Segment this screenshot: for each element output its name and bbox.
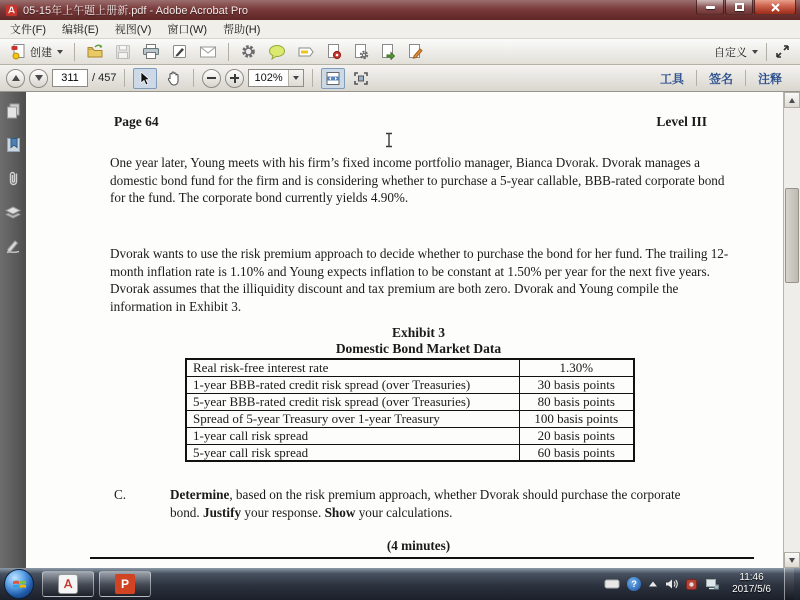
- tag-note-icon: [297, 44, 315, 60]
- page-pen-icon: [407, 43, 423, 60]
- hand-icon: [166, 70, 181, 86]
- pdf-page: [26, 92, 783, 568]
- tray-network-icon[interactable]: [705, 578, 719, 590]
- tray-app-icon[interactable]: [604, 579, 620, 589]
- pdf-standards-button[interactable]: [322, 40, 346, 63]
- arrow-down-icon: [789, 558, 795, 563]
- bookmarks-icon[interactable]: [5, 136, 22, 153]
- folder-open-icon: [86, 43, 104, 60]
- select-tool-button[interactable]: [133, 68, 157, 89]
- table-row: Spread of 5-year Treasury over 1-year Treasury 100 basis points: [186, 410, 634, 427]
- chevron-down-icon: [752, 50, 758, 54]
- create-pdf-label: 创建: [30, 46, 52, 59]
- minimize-button[interactable]: [696, 0, 724, 15]
- question-letter: C.: [114, 487, 127, 502]
- open-file-button[interactable]: [82, 40, 108, 63]
- save-icon: [115, 44, 131, 60]
- fit-page-button[interactable]: [349, 68, 373, 89]
- diagonal-arrows-icon: [775, 44, 790, 59]
- gear-icon: [240, 43, 257, 60]
- start-button[interactable]: [4, 569, 34, 599]
- page-thumbnails-icon[interactable]: [5, 102, 22, 119]
- clock-date: 2017/5/6: [732, 584, 771, 595]
- sign-document-button[interactable]: [167, 40, 192, 63]
- resize-toolbar-button[interactable]: [771, 41, 794, 62]
- window-titlebar: [0, 0, 800, 20]
- maximize-button[interactable]: [725, 0, 753, 15]
- comment-panel-button[interactable]: 注释: [757, 71, 782, 86]
- page-header-left: Page 64: [114, 114, 159, 129]
- powerpoint-taskbar-icon: P: [115, 574, 135, 594]
- fit-width-button[interactable]: [321, 68, 345, 89]
- tools-panel-button[interactable]: 工具: [659, 71, 684, 86]
- menu-edit[interactable]: 编辑(E): [62, 24, 99, 36]
- plus-icon: [230, 74, 239, 83]
- text-cursor-icon: [384, 132, 394, 148]
- table-row: 1-year call risk spread 20 basis points: [186, 427, 634, 444]
- close-button[interactable]: [754, 0, 796, 15]
- annotate-button[interactable]: [293, 41, 319, 63]
- print-button[interactable]: [138, 40, 164, 63]
- table-row: 5-year BBB-rated credit risk spread (over Treasuries) 80 basis points: [186, 393, 634, 410]
- fit-width-icon: [325, 71, 341, 86]
- vertical-scrollbar[interactable]: [783, 92, 800, 568]
- zoom-in-button[interactable]: [225, 69, 244, 88]
- chevron-down-icon: [293, 76, 299, 80]
- windows-logo-icon: [12, 577, 27, 592]
- next-page-button[interactable]: [29, 69, 48, 88]
- show-desktop-button[interactable]: [784, 568, 794, 600]
- save-button[interactable]: [111, 41, 135, 63]
- tray-volume-icon[interactable]: [665, 578, 678, 590]
- document-processing-button[interactable]: [349, 40, 373, 63]
- settings-button[interactable]: [236, 40, 261, 63]
- signatures-icon[interactable]: [5, 238, 22, 255]
- arrow-up-icon: [789, 98, 795, 103]
- main-toolbar: [0, 39, 800, 65]
- menu-window[interactable]: 窗口(W): [167, 24, 208, 36]
- tray-help-icon[interactable]: ?: [627, 577, 641, 591]
- minus-icon: [207, 77, 216, 79]
- page-navigation-toolbar: [0, 65, 800, 92]
- paragraph-2: Dvorak wants to use the risk premium approach to decide whether to purchase the bond for her fund. The trailing 12-month inflation rate is 1.10% and Young expects inflation to be constant at 1.50% per year for the next five years. Dvorak assumes that the illiquidity discount and tax premium are both zero. Dvorak and Young compile the information in Exhibit 3.: [110, 246, 729, 314]
- question-c: [114, 486, 714, 521]
- chevron-down-icon: [57, 50, 63, 54]
- email-button[interactable]: [195, 42, 221, 62]
- comment-button[interactable]: [264, 41, 290, 63]
- hand-tool-button[interactable]: [161, 68, 185, 89]
- acrobat-taskbar-icon: [58, 574, 78, 594]
- zoom-level-value: 102%: [254, 72, 283, 84]
- zoom-level-control[interactable]: [248, 69, 303, 87]
- sign-panel-button[interactable]: 签名: [708, 71, 733, 86]
- table-row: Real risk-free interest rate 1.30%: [186, 359, 634, 376]
- previous-page-button[interactable]: [6, 69, 25, 88]
- customize-label: 自定义: [714, 46, 747, 59]
- taskbar-button-acrobat[interactable]: [42, 571, 94, 597]
- envelope-icon: [199, 45, 217, 59]
- tray-hidden-icons-button[interactable]: [648, 580, 658, 588]
- menu-help[interactable]: 帮助(H): [223, 24, 261, 36]
- cursor-arrow-icon: [139, 71, 151, 86]
- arrow-down-icon: [35, 75, 43, 81]
- scroll-down-button[interactable]: [784, 552, 800, 568]
- menu-bar: [0, 20, 800, 39]
- system-tray: [604, 568, 800, 600]
- exhibit-title: Exhibit 3: [392, 325, 445, 340]
- customize-button[interactable]: [710, 41, 762, 63]
- page-gear-icon: [353, 43, 369, 60]
- fit-page-icon: [353, 71, 369, 86]
- taskbar-clock[interactable]: [726, 572, 777, 596]
- page-number-input[interactable]: [52, 69, 88, 87]
- windows-taskbar: [0, 568, 800, 600]
- export-button[interactable]: [376, 40, 400, 63]
- table-row: 5-year call risk spread 60 basis points: [186, 444, 634, 461]
- scrollbar-track[interactable]: [784, 108, 800, 552]
- layers-icon[interactable]: [5, 204, 22, 221]
- menu-view[interactable]: 视图(V): [114, 24, 152, 36]
- zoom-out-button[interactable]: [202, 69, 221, 88]
- document-workspace: [0, 92, 800, 568]
- pen-document-icon: [171, 43, 188, 60]
- paragraph-1: One year later, Young meets with his firm’s fixed income portfolio manager, Bianca Dvorak. Dvorak manages a domestic bond fund for the firm and is considering whether to purchase a 5-year callable, BBB-rated corporate bond for the fund. The corporate bond currently yields 4.90%.: [110, 155, 725, 205]
- document-canvas[interactable]: [26, 92, 783, 568]
- page-header-right: Level III: [656, 114, 707, 129]
- taskbar-button-powerpoint[interactable]: [99, 571, 151, 597]
- table-row: 1-year BBB-rated credit risk spread (over Treasuries) 30 basis points: [186, 376, 634, 393]
- create-pdf-icon: [10, 43, 27, 60]
- exhibit-table: [185, 358, 635, 462]
- scroll-up-button[interactable]: [784, 92, 800, 108]
- menu-file[interactable]: 文件(F): [10, 24, 47, 36]
- speech-bubble-icon: [268, 44, 286, 60]
- footer-rule: [90, 557, 754, 559]
- page-total-label: / 457: [92, 72, 117, 84]
- print-icon: [142, 43, 160, 60]
- time-allocation: (4 minutes): [386, 538, 451, 553]
- create-pdf-button[interactable]: [6, 40, 67, 63]
- page-header: [114, 114, 707, 130]
- question-text: Determine, based on the risk premium approach, whether Dvorak should purchase the corporate bond. Justify your response. Show your calculations.: [170, 487, 681, 520]
- navigation-pane: [0, 92, 26, 568]
- clock-time: 11:46: [739, 572, 764, 583]
- tray-app2-icon[interactable]: [685, 578, 698, 591]
- acrobat-app-icon: [5, 4, 18, 17]
- exhibit-heading: [110, 325, 727, 357]
- arrow-up-icon: [12, 75, 20, 81]
- attachments-icon[interactable]: [5, 170, 22, 187]
- page-arrow-icon: [380, 43, 396, 60]
- window-title: 05-15年上午题上册新.pdf - Adobe Acrobat Pro: [23, 5, 248, 17]
- exhibit-subtitle: Domestic Bond Market Data: [335, 341, 502, 356]
- edit-document-button[interactable]: [403, 40, 427, 63]
- zoom-dropdown-button[interactable]: [288, 70, 303, 86]
- page-badge-red-icon: [326, 43, 342, 60]
- scrollbar-thumb[interactable]: [785, 188, 799, 283]
